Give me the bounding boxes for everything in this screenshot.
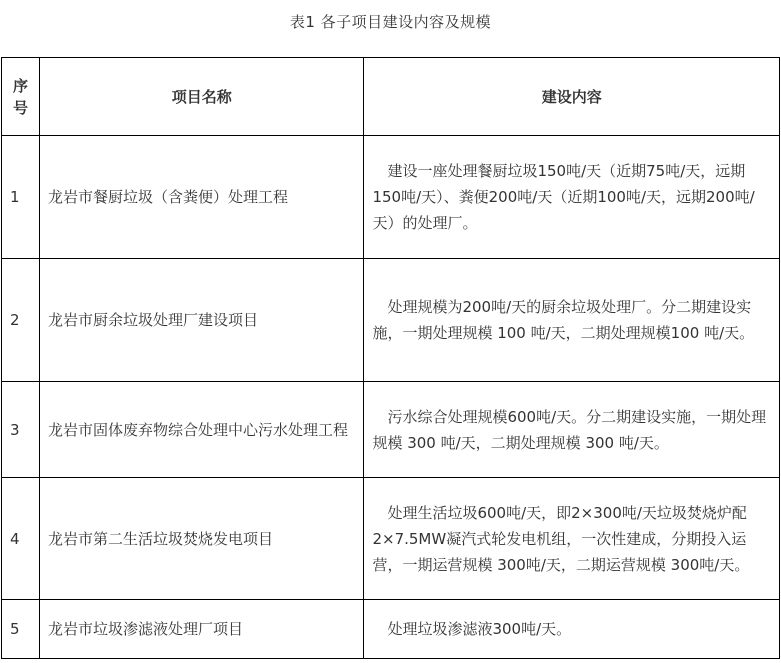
row-construction-content: 处理垃圾渗滤液300吨/天。 [364,600,780,659]
project-table [1,57,780,659]
table-row [2,478,780,600]
row-project-name: 龙岩市餐厨垃圾（含粪便）处理工程 [40,136,364,259]
table-header-row [2,58,780,136]
header-project-name: 项目名称 [40,58,364,136]
row-index: 5 [2,600,40,659]
table-row [2,600,780,659]
row-project-name: 龙岩市第二生活垃圾焚烧发电项目 [40,478,364,600]
row-construction-content: 处理生活垃圾600吨/天，即2×300吨/天垃圾焚烧炉配2×7.5MW凝汽式轮发电机组，一次性建成，分期投入运营，一期运营规模 300吨/天，二期运营规模 300吨/天。 [364,478,780,600]
row-project-name: 龙岩市垃圾渗滤液处理厂项目 [40,600,364,659]
row-project-name: 龙岩市厨余垃圾处理厂建设项目 [40,259,364,382]
row-construction-content: 处理规模为200吨/天的厨余垃圾处理厂。分二期建设实施，一期处理规模 100 吨/天，二期处理规模100 吨/天。 [364,259,780,382]
row-construction-content: 污水综合处理规模600吨/天。分二期建设实施，一期处理规模 300 吨/天，二期处理规模 300 吨/天。 [364,382,780,478]
table-caption: 表1 各子项目建设内容及规模 [289,13,492,31]
row-project-name: 龙岩市固体废弃物综合处理中心污水处理工程 [40,382,364,478]
row-index: 3 [2,382,40,478]
header-construction-content: 建设内容 [364,58,780,136]
table-row [2,382,780,478]
table-row [2,136,780,259]
row-index: 4 [2,478,40,600]
row-index: 1 [2,136,40,259]
row-index: 2 [2,259,40,382]
table-row [2,259,780,382]
header-index: 序号 [2,58,40,136]
row-construction-content: 建设一座处理餐厨垃圾150吨/天（近期75吨/天，远期150吨/天）、粪便200吨/天（近期100吨/天，远期200吨/天）的处理厂。 [364,136,780,259]
